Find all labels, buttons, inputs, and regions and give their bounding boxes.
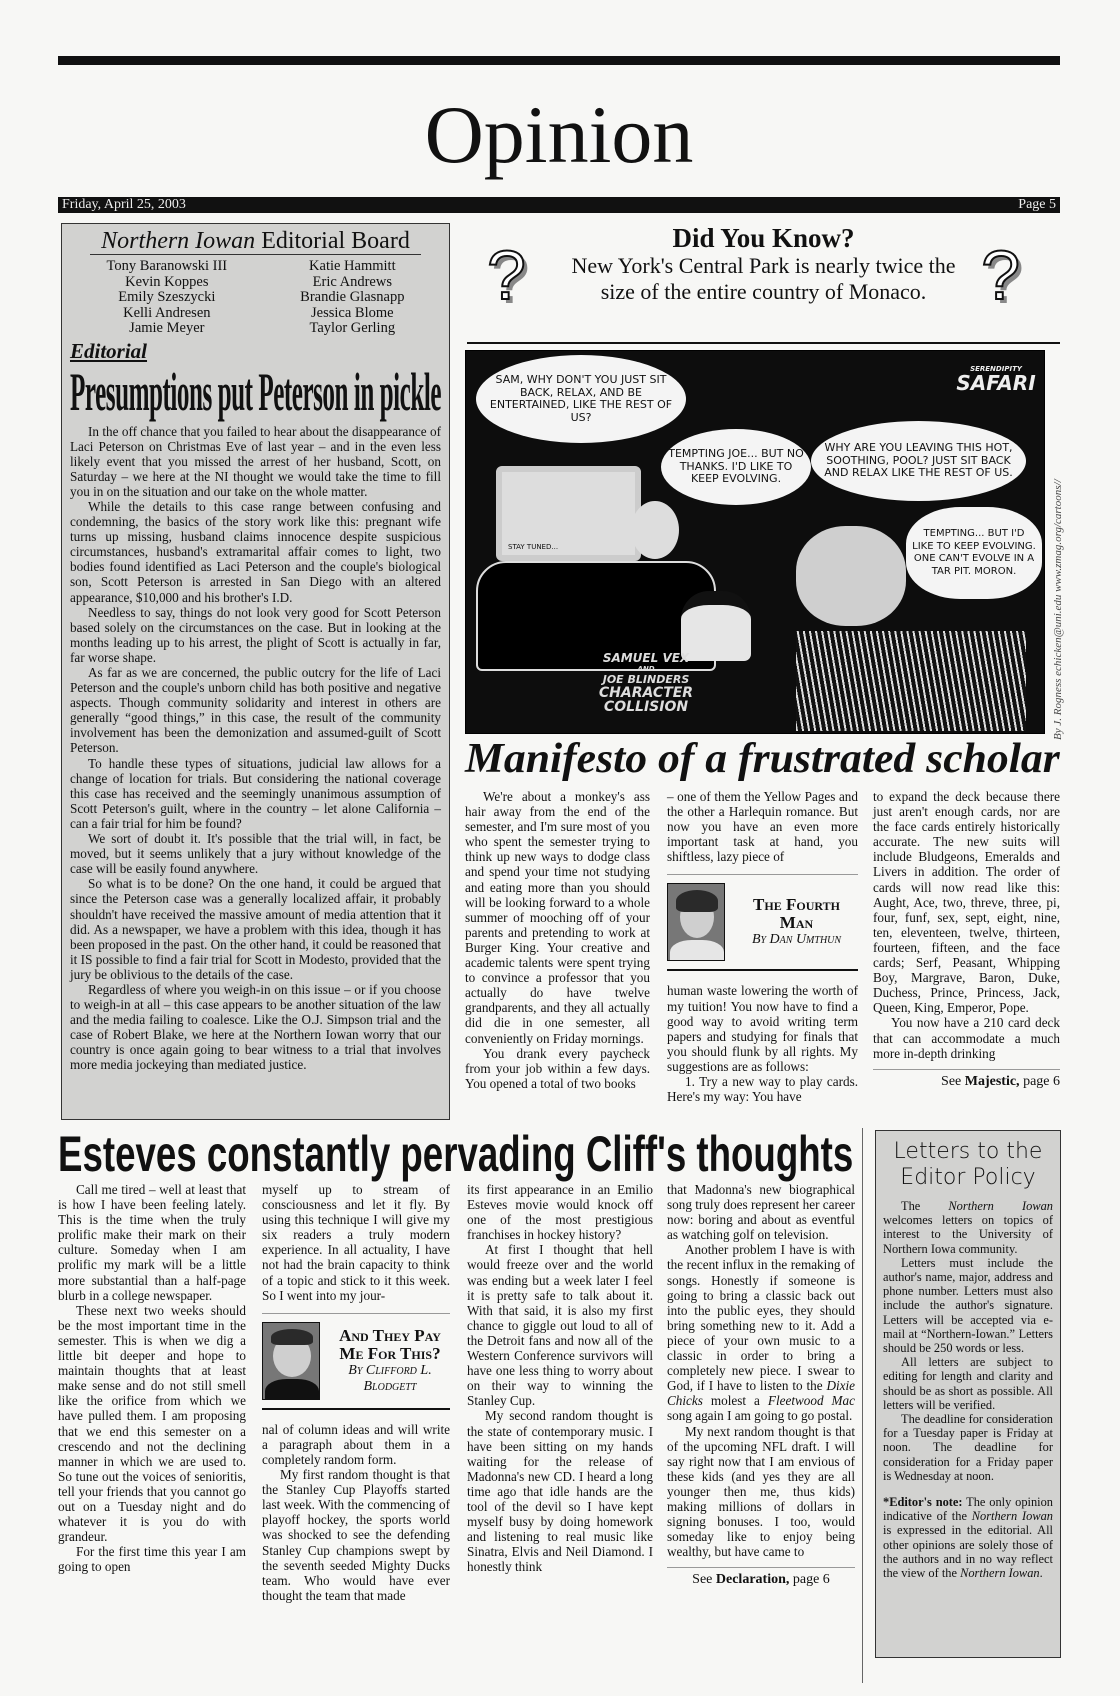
manifesto-headline-wrap [465, 736, 1060, 782]
paragraph: nal of column ideas and will write a paragraph about them in a completely random form. [262, 1421, 450, 1467]
board-member: Jessica Blome [311, 304, 394, 321]
paragraph: We're about a monkey's ass hair away from the end of the semester, and I'm sure most of you who spent the semester trying to think up new ways to dodge class and spend your time not studying and eating more than you should will be looking forward to a whole summer of mooching off of your parents and pretending to work at Burger King. Your creative and academic talents were spent trying to convince a professor that you actually do have twelve grandparents, and they all actually did die in one semester, all conveniently on Friday mornings. [465, 789, 650, 1046]
tv-screen: STAY TUNED... [496, 466, 641, 561]
column-mug-box [667, 874, 858, 971]
paragraph: My first random thought is that the Stanley Cup Playoffs started last week. With the commencing of playoff hockey, the sports world was shocked to see the defending Stanley Cup champions swept by the seventh seeded Mighty Ducks team. Who would have ever thought the team that made [262, 1467, 450, 1603]
cartoon-credit: By J. Rogness echicken@uni.edu www.zmag.org/cartoons// [1052, 479, 1064, 740]
editorial-headline: Presumptions put Peterson in pickle [70, 361, 442, 422]
paragraph: human waste lowering the worth of my tuition! You now have to find a good way to avoid writing term papers and studying for finals that you should flunk by all rights. My suggestions are as follows: [667, 983, 858, 1074]
board-names-right [300, 259, 404, 337]
paragraph: We sort of doubt it. It's possible that the trial will, in fact, be moved, but it seems unlikely that a jury without knowledge of the case will be easily found anywhere. [70, 831, 441, 877]
strip-title: SAMUEL VEX AND JOE BLINDERS CHARACTER COLLISION [598, 651, 694, 715]
column-divider [862, 1128, 863, 1683]
board-member: Jamie Meyer [129, 320, 205, 336]
editorial-body [70, 424, 441, 1073]
paragraph: Regardless of where you weigh-in on this issue – or if you choose to weigh-in at all – this case appears to be another situation of the law and the media failing to coalesce. Like the O.J. Simpson trial and the case of Robert Blake, we here at the Northern Iowan worry that our country is once again going to bear witness to a trial that involves more media jockeying than mediated justice. [70, 981, 441, 1073]
editorial-board-title: Northern Iowan Editorial Board [90, 228, 421, 255]
paragraph: The Northern Iowan welcomes letters on topics of interest to the University of Northern Iowa community. [883, 1199, 1053, 1256]
editorial-board-names [70, 259, 441, 337]
paragraph: At first I thought that hell would freeze over and the world was ending but a week later I feel it is pretty safe to talk about it. With that said, it is also my first chance to giggle out loud to all of the Detroit fans and now all of the Western Conference survivors will have one less thing to worry about on their way to winning the Stanley Cup. [467, 1242, 653, 1409]
byline: By Dan Umthun [751, 932, 842, 948]
paragraph: – one of them the Yellow Pages and the other a Harlequin romance. But now you have an even more important task at hand, you shiftless, lazy piece of [667, 789, 858, 865]
grass [796, 631, 1026, 731]
paragraph: 1. Try a new way to play cards. Here's my way: You have [667, 1074, 858, 1105]
letters-policy-title: Letters to the Editor Policy [893, 1139, 1043, 1190]
board-member: Katie Hammitt [309, 258, 396, 274]
board-member: Taylor Gerling [309, 320, 396, 336]
cartoon-logo: SERENDIPITY SAFARI [956, 365, 1036, 395]
esteves-column-3 [467, 1182, 653, 1574]
paragraph: All letters are subject to editing for length and clarity and should be as short as possible. All letters will be verified. [883, 1355, 1053, 1412]
tar-pit [796, 526, 906, 626]
paragraph: its first appearance in an Emilio Esteves movie would knock off one of the most prestigious franchises in hockey history? [467, 1182, 653, 1243]
date-bar [58, 197, 1060, 213]
paragraph: You drank every paycheck from your job within a few days. You opened a total of two books [465, 1045, 650, 1091]
paragraph: While the details to this case range between confusing and condemning, the basics of the story work like this: pregnant wife turns up missing, husband claims innocence despite suspicious circumstances, husband's extramarital affair comes to light, two bodies found identified as Laci Peterson and the couple's biological son, Scott Peterson is arrested in San Diego with an altered appearance, $10,000 and his brother's I.D. [70, 498, 441, 605]
divider [467, 342, 1060, 344]
paragraph: In the off chance that you failed to hear about the disappearance of Laci Peterson on Christmas Eve of last year – and in the even less likely event that you missed the arrest of her husband, Scott, on Saturday – we here at the NI thought we would take the time to fill you in on the situation and our take on the whole matter. [70, 423, 441, 499]
letters-policy-box [875, 1130, 1061, 1658]
esteves-column-4 [667, 1182, 855, 1587]
editorial-box [61, 223, 450, 1120]
paragraph: My next random thought is that of the upcoming NFL draft. I will say right now that I am envious of these kids (and yes they are all younger then me, thus kids) making millions of dollars in signing bonuses. I too, would someday like to enjoy being wealthy, but have came to [667, 1423, 855, 1560]
paragraph: myself up to stream of consciousness and let it fly. By using this technique I will give my six readers a truly modern experience. In all actuality, I have not had the brain capacity to think of a topic and stick to it this week. So I went into my jour- [262, 1182, 450, 1303]
column-name: The Fourth Man [753, 895, 840, 933]
author-photo [667, 883, 725, 961]
manifesto-column-3 [873, 789, 1060, 1089]
board-member: Kelli Andresen [123, 304, 211, 321]
paragraph: My second random thought is the state of contemporary music. I have been sitting on my hands waiting for the release of Madonna's new CD. I heard a long time ago that idle hands are the tool of the devil so I have kept myself busy by doing homework and listening to real music like Sinatra, Elvis and Neil Diamond. I honestly think [467, 1408, 653, 1575]
paragraph: Letters must include the author's name, major, address and phone number. Letters must also include the author's signature. Letters will be accepted via e-mail at “Northern-Iowan.” Letters should be 250 words or less. [883, 1255, 1053, 1356]
editorial-headline-wrap [70, 361, 442, 422]
jump-line[interactable]: See Declaration, page 6 [667, 1567, 855, 1587]
column-mug-box [262, 1313, 450, 1410]
manifesto-column-1 [465, 789, 650, 1091]
section-title: Opinion [424, 89, 694, 180]
editorial-cartoon [465, 350, 1045, 734]
board-member: Tony Baranowski III [106, 258, 228, 274]
esteves-column-1 [58, 1182, 246, 1574]
esteves-headline-wrap [58, 1128, 853, 1180]
question-mark-icon: ? [487, 236, 526, 314]
board-member: Brandie Glasnapp [300, 289, 405, 305]
paragraph: So what is to be done? On the one hand, it could be argued that since the Peterson case was a generally localized affair, it probably shouldn't have received the massive amount of media attention that it did. As a newspaper, we have a problem with this idea, though it has been proposed in the past. On the other hand, it could be reasoned that it IS possible to find a fair trial for Scott in Modesto, provided that the jury be oblivious to the details of the case. [70, 876, 441, 982]
esteves-headline: Esteves constantly pervading Cliff's thoughts [58, 1126, 854, 1182]
speech-bubble: TEMPTING... BUT I'D LIKE TO KEEP EVOLVING. ONE CAN'T EVOLVE IN A TAR PIT. MORON. [906, 507, 1042, 599]
speech-bubble: SAM, WHY DON'T YOU JUST SIT BACK, RELAX, AND BE ENTERTAINED, LIKE THE REST OF US? [476, 355, 686, 443]
esteves-column-2 [262, 1182, 450, 1603]
manifesto-headline: Manifesto of a frustrated scholar [465, 736, 1060, 782]
paragraph: that Madonna's new biographical song truly does represent her career now: boring and about as eventful as watching golf on television. [667, 1182, 855, 1243]
couch-character [631, 501, 679, 559]
did-you-know-title: Did You Know? [672, 223, 855, 253]
paragraph: These next two weeks should be the most important time in the semester. This is when we dig a little bit deeper and hope to maintain thoughts that at least make sense and do not still smell like the orifice from which we have pulled them. I am proposing that we end this semester on a crescendo and not the declining manner in which we are used to. So tune out the voices of senioritis, tell your friends that you cannot go out on a Tuesday night and do whatever it is you do with grandeur. [58, 1302, 246, 1545]
byline: By Clifford L. Blodgett [348, 1362, 432, 1394]
speech-bubble: WHY ARE YOU LEAVING THIS HOT, SOOTHING, POOL? JUST SIT BACK AND RELAX LIKE THE REST OF US. [811, 421, 1026, 501]
paragraph: For the first time this year I am going to open [58, 1544, 246, 1575]
paragraph: Call me tired – well at least that is how I have been feeling lately. This is the time when the truly prolific make their mark on their culture. Someday when I am prolific my mark will be a little more substantial than a half-page blurb in a college newspaper. [58, 1182, 246, 1303]
paragraph: As far as we are concerned, the public outcry for the life of Laci Peterson and the couple's unborn child has both positive and negative aspects. Though community solidarity and interest in others are generally “good things,” in this case, the result of the community involvement has been the demonization and assumed-guilt of Scott Peterson. [70, 665, 441, 756]
board-member: Eric Andrews [312, 273, 392, 290]
question-mark-icon: ? [981, 236, 1020, 314]
column-name: And They Pay Me For This? [339, 1325, 441, 1363]
paragraph: To handle these types of situations, judicial law allows for a change of location for trials. But considering the national coverage this case has received and the seemingly unanimous assumption of Scott Peterson's guilt, where in the country – let alone California – can a fair trial for him be found? [70, 755, 441, 831]
author-photo [262, 1322, 320, 1400]
did-you-know-box [467, 223, 1060, 341]
paragraph: The deadline for consideration for a Tuesday paper is Friday at noon. The deadline for consideration for a Friday paper is Wednesday at noon. [883, 1412, 1053, 1483]
board-member: Kevin Koppes [125, 273, 209, 290]
board-member: Emily Szeszycki [118, 289, 216, 305]
did-you-know-text: New York's Central Park is nearly twice the size of the entire country of Monaco. [571, 253, 956, 304]
paragraph: Another problem I have is with the recent influx in the remaking of songs. Honestly if someone is going to bring a classic back out into the public eyes, they should bring something new to it. Add a piece of your own music to a classic in order to bring a completely new piece. I swear to God, if I have to listen to the Dixie Chicks molest a Fleetwood Mac song again I am going to go postal. [667, 1242, 855, 1424]
editorial-label: Editorial [70, 338, 148, 363]
editors-note: *Editor's note: The only opinion indicative of the Northern Iowan is expressed in the editorial. All other opinions are solely those of the authors and in no way reflect the view of the Northern Iowan. [883, 1495, 1053, 1581]
manifesto-column-2 [667, 789, 858, 1104]
jump-line[interactable]: See Majestic, page 6 [873, 1069, 1060, 1089]
paragraph: You now have a 210 card deck that can accommodate a much more in-depth drinking [873, 1015, 1060, 1061]
paragraph: to expand the deck because there just aren't enough cards, nor are the face cards entirely historically accurate. The new suits will include Bludgeons, Emeralds and Livers in addition. The order of cards will now read like this: Aught, Ace, two, threve, three, pi, four, funf, sex, sept, eight, nine, ten, eleventeen, twelve, thirteen, fourteen, fifteen, and the face cards; Serf, Peasant, Whipping Boy, Margrave, Baron, Duke, Duchess, Prince, Princess, Jack, Queen, King, Emperor, Pope. [873, 789, 1060, 1016]
speech-bubble: TEMPTING JOE... BUT NO THANKS. I'D LIKE TO KEEP EVOLVING. [661, 429, 811, 505]
top-rule [58, 56, 1060, 65]
paragraph: Needless to say, things do not look very good for Scott Peterson based solely on the circumstances on the case. But in looking at the months leading up to his arrest, the plight of Scott is actually in far, far worse shape. [70, 604, 441, 665]
issue-date: Friday, April 25, 2003 [62, 197, 186, 212]
page-number: Page 5 [1018, 197, 1056, 212]
board-names-left [107, 259, 228, 337]
